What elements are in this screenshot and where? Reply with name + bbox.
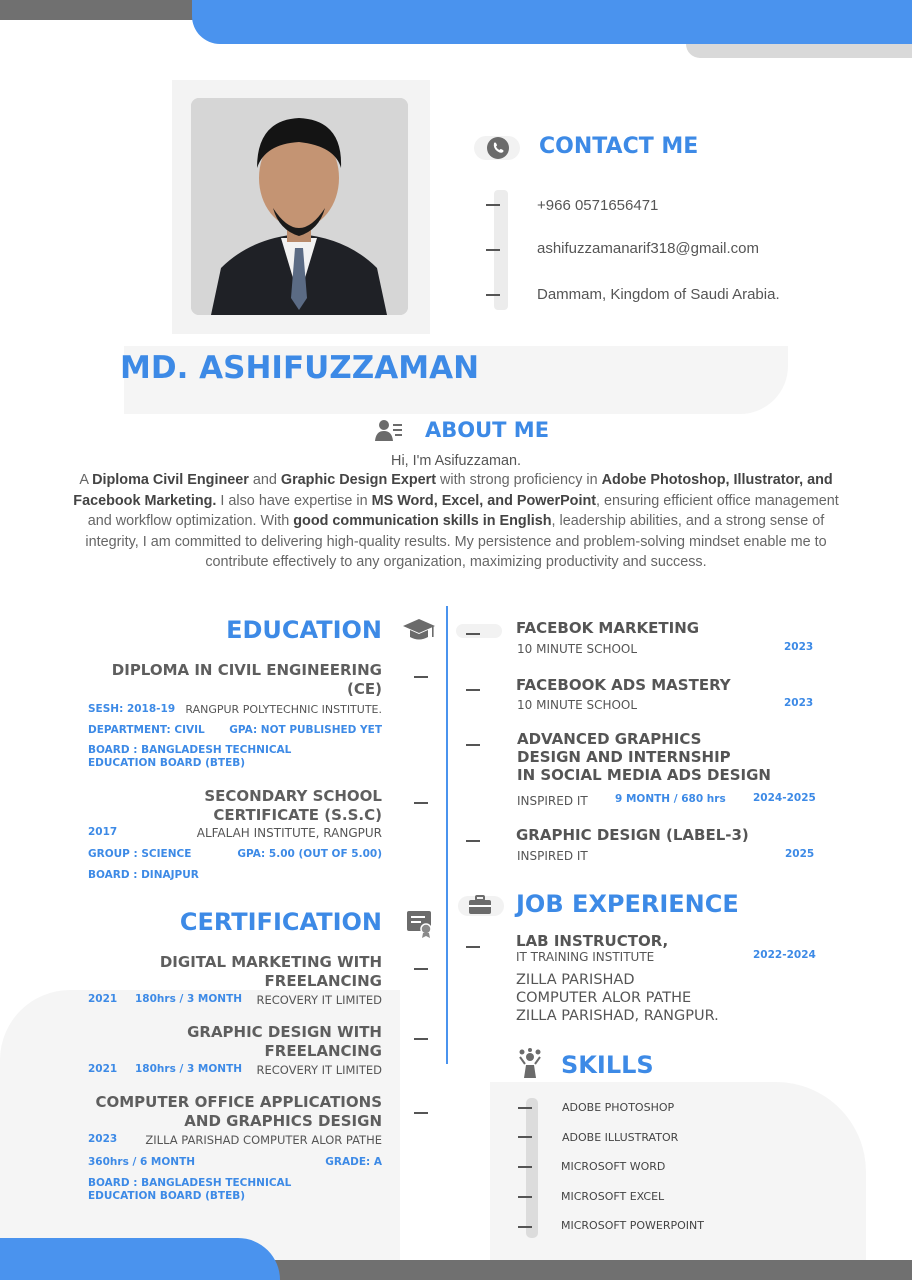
course-provider: 10 MINUTE SCHOOL <box>517 642 638 656</box>
advanced-provider: INSPIRED IT <box>517 794 588 808</box>
graphic-year: 2025 <box>785 848 815 860</box>
job-role: LAB INSTRUCTOR, <box>516 932 669 950</box>
cert-year: 2021 <box>88 1063 118 1075</box>
skills-icon <box>516 1048 544 1082</box>
ssc-group: GROUP : SCIENCE <box>88 848 192 860</box>
skill-dash <box>518 1196 532 1198</box>
contact-dash <box>486 249 500 251</box>
diploma-gpa: GPA: NOT PUBLISHED YET <box>229 724 382 736</box>
course-dash <box>466 689 480 691</box>
contact-email: ashifuzzamanarif318@gmail.com <box>537 240 759 257</box>
ssc-year: 2017 <box>88 826 118 838</box>
skill-dash <box>518 1107 532 1109</box>
full-name: MD. ASHIFUZZAMAN <box>120 350 480 386</box>
cert-duration: 180hrs / 3 MONTH <box>135 993 243 1005</box>
cert-dash <box>414 1038 428 1040</box>
skill-dash <box>518 1136 532 1138</box>
graphic-provider: INSPIRED IT <box>517 849 588 863</box>
course-dash <box>466 633 480 635</box>
course-year: 2023 <box>784 697 814 709</box>
diploma-title: DIPLOMA IN CIVIL ENGINEERING (CE) <box>111 661 382 698</box>
graduation-cap-icon <box>402 616 436 648</box>
advanced-duration: 9 MONTH / 680 hrs <box>615 793 726 805</box>
cert-title: DIGITAL MARKETING WITH FREELANCING <box>159 953 382 990</box>
office-board: BOARD : BANGLADESH TECHNICAL EDUCATION BOARD (BTEB) <box>88 1177 292 1202</box>
course-provider: 10 MINUTE SCHOOL <box>517 698 638 712</box>
profile-photo <box>191 98 408 315</box>
bottom-blue-band <box>0 1238 280 1280</box>
top-light-band <box>686 44 912 58</box>
skill-dash <box>518 1226 532 1228</box>
contact-address: Dammam, Kingdom of Saudi Arabia. <box>537 286 780 303</box>
ssc-title: SECONDARY SCHOOL CERTIFICATE (S.S.C) <box>204 787 382 824</box>
advanced-title: ADVANCED GRAPHICS DESIGN AND INTERNSHIP IN SOCIAL MEDIA ADS DESIGN <box>517 730 771 784</box>
cert-dash <box>414 968 428 970</box>
contact-heading: CONTACT ME <box>539 134 699 159</box>
about-greeting: Hi, I'm Asifuzzaman. <box>391 453 521 469</box>
education-heading: EDUCATION <box>226 616 382 644</box>
job-place: ZILLA PARISHAD COMPUTER ALOR PATHE ZILLA PARISHAD, RANGPUR. <box>516 972 719 1024</box>
contact-dash <box>486 204 500 206</box>
diploma-board: BOARD : BANGLADESH TECHNICAL EDUCATION BOARD (BTEB) <box>88 744 292 769</box>
bottom-right-wave <box>490 1082 866 1260</box>
office-grade: GRADE: A <box>325 1156 382 1168</box>
graphic-title: GRAPHIC DESIGN (LABEL-3) <box>516 826 749 844</box>
cert-duration: 180hrs / 3 MONTH <box>135 1063 243 1075</box>
skill-item: ADOBE PHOTOSHOP <box>562 1101 675 1114</box>
skill-item: MICROSOFT EXCEL <box>561 1190 665 1203</box>
course-dash <box>466 840 480 842</box>
user-icon <box>374 418 404 446</box>
office-duration: 360hrs / 6 MONTH <box>88 1156 196 1168</box>
advanced-year: 2024-2025 <box>753 792 816 804</box>
phone-icon <box>486 136 510 164</box>
ssc-board: BOARD : DINAJPUR <box>88 869 199 881</box>
diploma-session: SESH: 2018-19 <box>88 703 176 715</box>
edu-dash <box>414 676 428 678</box>
top-blue-band <box>192 0 912 44</box>
about-heading: ABOUT ME <box>425 418 550 442</box>
certification-heading: CERTIFICATION <box>179 908 382 936</box>
contact-phone: +966 0571656471 <box>537 197 659 214</box>
diploma-institute: RANGPUR POLYTECHNIC INSTITUTE. <box>185 703 382 716</box>
portrait-illustration <box>191 98 408 315</box>
cert-title: GRAPHIC DESIGN WITH FREELANCING <box>187 1023 382 1060</box>
job-heading: JOB EXPERIENCE <box>516 890 739 918</box>
certificate-icon <box>406 910 434 942</box>
skills-heading: SKILLS <box>561 1051 654 1079</box>
office-institute: ZILLA PARISHAD COMPUTER ALOR PATHE <box>145 1133 382 1147</box>
bottom-gray-band <box>200 1260 912 1280</box>
job-dash <box>466 946 480 948</box>
timeline-line <box>446 606 448 1064</box>
job-year: 2022-2024 <box>753 949 816 961</box>
cert-year: 2021 <box>88 993 118 1005</box>
course-title: FACEBOOK ADS MASTERY <box>516 676 731 694</box>
skills-bar <box>526 1098 538 1238</box>
briefcase-icon <box>468 894 492 920</box>
job-org: IT TRAINING INSTITUTE <box>516 950 655 964</box>
course-dash <box>466 744 480 746</box>
edu-dash <box>414 802 428 804</box>
contact-dash <box>486 294 500 296</box>
ssc-institute: ALFALAH INSTITUTE, RANGPUR <box>196 826 382 840</box>
office-year: 2023 <box>88 1133 118 1145</box>
ssc-gpa: GPA: 5.00 (OUT OF 5.00) <box>237 848 382 860</box>
cert-dash <box>414 1112 428 1114</box>
course-dash-bg <box>456 624 502 638</box>
about-paragraph: A Diploma Civil Engineer and Graphic Design Expert with strong proficiency in Adobe Photoshop, Illustrator, and Facebook Marketing. I also have expertise in MS Word, Excel, and PowerPoint, ensuring efficient office management and workflow optimization. With good communication skills in English, leadership abilities, and a strong sense of integrity, I am committed to delivering high-quality results. My persistence and problem-solving mindset enable me to contribute effectively to any organization, maximizing productivity and success. <box>73 472 839 571</box>
skill-item: MICROSOFT POWERPOINT <box>561 1219 704 1232</box>
course-title: FACEBOK MARKETING <box>516 619 700 637</box>
diploma-department: DEPARTMENT: CIVIL <box>88 724 205 736</box>
course-year: 2023 <box>784 641 814 653</box>
skill-dash <box>518 1166 532 1168</box>
office-title: COMPUTER OFFICE APPLICATIONS AND GRAPHICS DESIGN <box>95 1093 382 1130</box>
skill-item: MICROSOFT WORD <box>561 1160 666 1173</box>
skill-item: ADOBE ILLUSTRATOR <box>562 1131 679 1144</box>
cert-institute: RECOVERY IT LIMITED <box>256 1063 382 1077</box>
cert-institute: RECOVERY IT LIMITED <box>256 993 382 1007</box>
